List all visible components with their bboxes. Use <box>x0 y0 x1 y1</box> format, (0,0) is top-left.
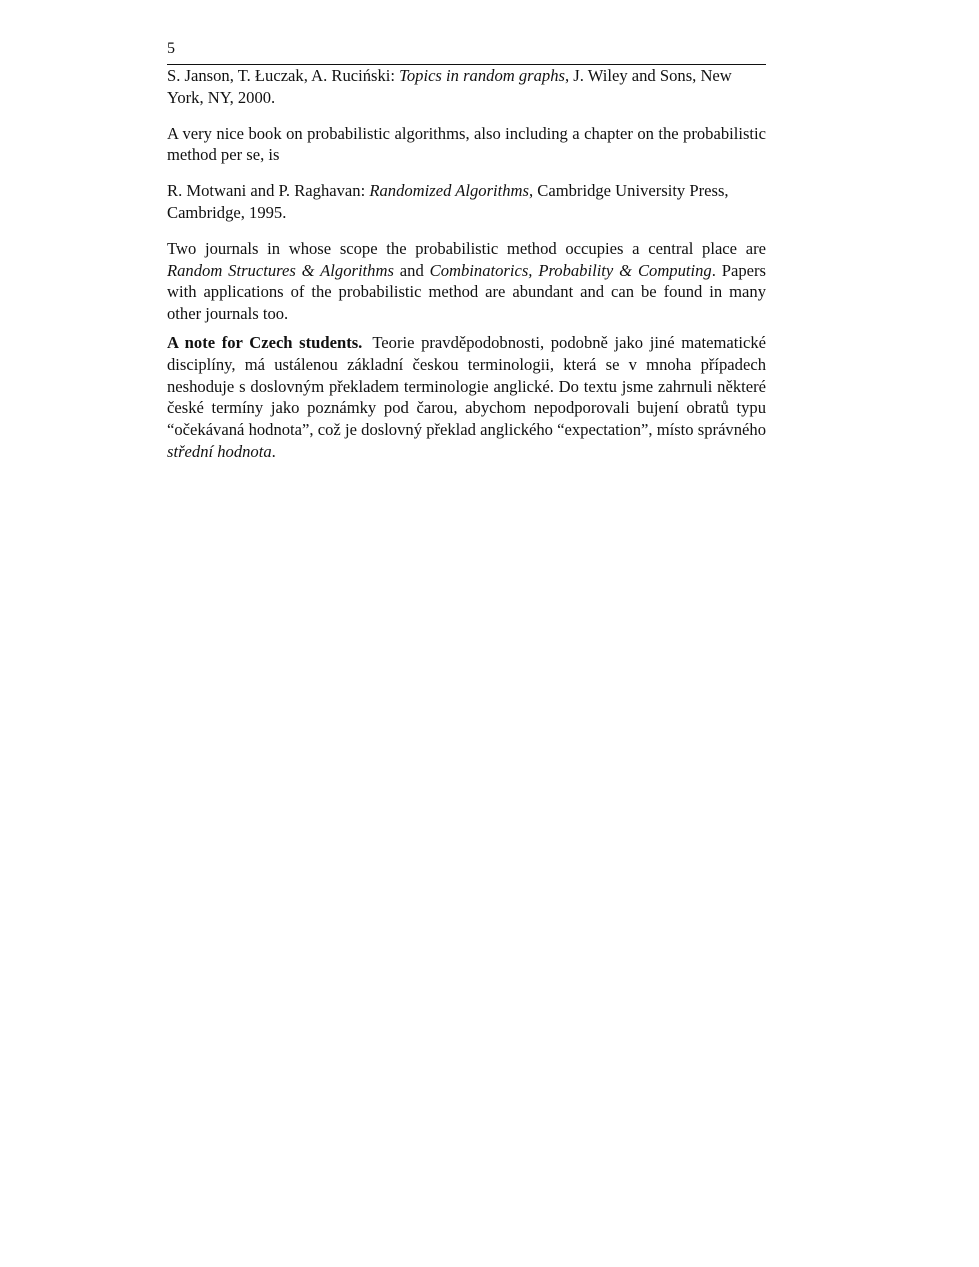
reference-publisher: , J. Wiley and Sons, New York, NY, 2000. <box>167 66 732 107</box>
reference-janson <box>167 65 766 109</box>
reference-publisher: , Cambridge University Press, Cambridge, 1995. <box>167 181 729 222</box>
journals-text: . Papers with applications of the probabilistic method are abundant and can be found in many other journals too. <box>167 260 766 324</box>
page-header <box>167 38 766 65</box>
document-page <box>167 38 766 463</box>
paragraph-journals <box>167 238 766 325</box>
page-body <box>167 65 766 463</box>
paragraph-book-intro: A very nice book on probabilistic algorithms, also including a chapter on the probabilistic method per se, is <box>167 123 766 165</box>
reference-motwani <box>167 180 766 224</box>
reference-title: Randomized Algorithms <box>369 181 529 201</box>
reference-authors: R. Motwani and P. Raghavan: <box>167 181 370 201</box>
note-end: . <box>271 441 276 461</box>
note-term: střední hodnota <box>167 441 272 461</box>
page-number: 5 <box>167 40 175 57</box>
reference-authors: S. Janson, T. Łuczak, A. Ruciński: <box>167 66 400 85</box>
note-text: Teorie pravděpodobnosti, podobně jako jiné matematické disciplíny, má ustálenou základní českou terminologii, která se v mnoha případech neshoduje s doslovným překladem terminologie anglické. Do textu jsme zahrnuli některé české termíny jako poznámky pod čarou, abychom nepodporovali bujení obratů typu “očekávaná hodnota”, což je doslovný překlad anglického “expectation”, místo správného <box>167 332 766 440</box>
note-heading: A note for Czech students. <box>167 332 363 352</box>
journals-text: Two journals in whose scope the probabilistic method occupies a central place are <box>167 238 766 258</box>
journal-title: Random Structures & Algorithms <box>167 260 394 280</box>
reference-title: Topics in random graphs <box>399 66 565 85</box>
paragraph-czech-note <box>167 332 766 463</box>
journal-title: Combinatorics, Probability & Computing <box>429 260 712 280</box>
journals-text: and <box>393 260 430 280</box>
